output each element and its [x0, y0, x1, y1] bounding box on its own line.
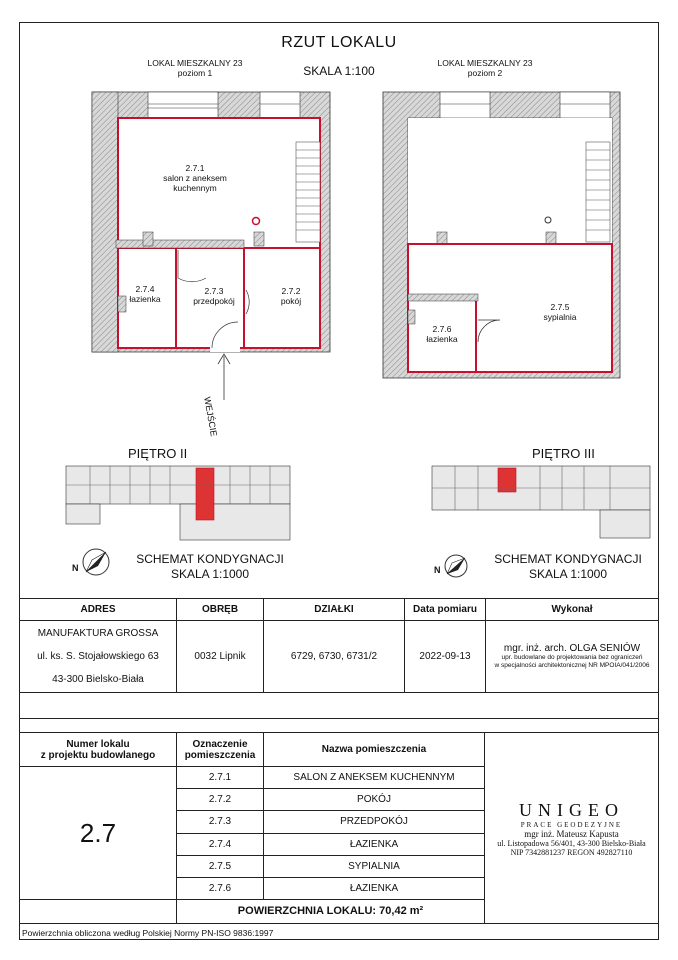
header-room-code-line2: pomieszczenia	[184, 749, 256, 761]
room-273-label	[184, 286, 244, 306]
scheme-left-title: SCHEMAT KONDYGNACJI	[136, 552, 284, 566]
scheme-right-title: SCHEMAT KONDYGNACJI	[494, 552, 642, 566]
room-name-2: POKÓJ	[264, 789, 485, 811]
level2-level: poziom 2	[467, 68, 503, 78]
room-name-3: PRZEDPOKÓJ	[264, 811, 485, 833]
header-adres: ADRES	[20, 599, 177, 621]
floor-ii-title: PIĘTRO II	[128, 446, 188, 461]
info-table-spacer	[20, 693, 659, 719]
wykonal-name: mgr. inż. arch. OLGA SENIÓW	[503, 643, 641, 654]
room-code-5: 2.7.5	[177, 855, 264, 877]
room-274-num: 2.7.4	[135, 284, 155, 294]
north-arrow-left-icon	[83, 549, 109, 575]
room-271-name-line2: kuchennym	[173, 183, 217, 193]
company-ids: NIP 7342881237 REGON 492827110	[510, 847, 633, 857]
room-273-num: 2.7.3	[204, 286, 224, 296]
north-label-left: N	[72, 563, 79, 573]
address-line-1: MANUFAKTURA GROSSA	[37, 628, 159, 639]
header-unit-number-line1: Numer lokalu	[66, 738, 130, 750]
room-272-num: 2.7.2	[281, 286, 301, 296]
room-276-label	[418, 324, 466, 344]
wykonal-note-2: w specjalności architektonicznej NR MPOIA/041/2006	[494, 662, 650, 669]
plan-level-1	[92, 92, 330, 400]
unit-number: 2.7	[20, 767, 177, 900]
wykonal-note-1: upr. budowlane do projektowania bez ograniczeń	[501, 654, 643, 661]
north-label-right: N	[434, 565, 441, 575]
header-room-code	[177, 733, 264, 767]
scheme-floor-iii	[432, 466, 650, 538]
room-271-num: 2.7.1	[185, 163, 205, 173]
room-code-4: 2.7.4	[177, 833, 264, 855]
page-scale: SKALA 1:100	[303, 64, 375, 78]
room-code-3: 2.7.3	[177, 811, 264, 833]
page-title: RZUT LOKALU	[281, 34, 397, 51]
room-276-name: łazienka	[426, 334, 458, 344]
header-data: Data pomiaru	[405, 599, 486, 621]
room-name-5: SYPIALNIA	[264, 855, 485, 877]
company-sub: PRACE GEODEZYJNE	[520, 820, 623, 829]
company-address: ul. Listopadowa 56/401, 43-300 Bielsko-Biała	[497, 838, 646, 848]
address-line-2: ul. ks. S. Stojałowskiego 63	[37, 651, 159, 662]
rooms-table	[19, 732, 659, 924]
wykonal-cell	[486, 621, 659, 693]
total-spacer	[20, 899, 177, 923]
header-wykonal: Wykonał	[486, 599, 659, 621]
header-obreb: OBRĘB	[177, 599, 264, 621]
header-room-name: Nazwa pomieszczenia	[264, 733, 485, 767]
room-271-name-line1: salon z aneksem	[163, 173, 227, 183]
address-cell	[20, 621, 177, 693]
scheme-left-caption	[120, 552, 300, 582]
footer-note: Powierzchnia obliczona według Polskiej Normy PN-ISO 9836:1997	[22, 928, 274, 938]
room-name-6: ŁAZIENKA	[264, 877, 485, 899]
header-unit-number	[20, 733, 177, 767]
company-name: UNIGEO	[519, 799, 624, 820]
date-cell: 2022-09-13	[405, 621, 486, 693]
room-275-name: sypialnia	[543, 312, 577, 322]
level1-level: poziom 1	[177, 68, 213, 78]
room-275-num: 2.7.5	[550, 302, 570, 312]
header-unit-number-line2: z projektu budowlanego	[40, 749, 156, 761]
scheme-right-caption	[478, 552, 658, 582]
address-line-3: 43-300 Bielsko-Biała	[52, 674, 144, 685]
scheme-floor-ii	[66, 466, 290, 540]
room-code-1: 2.7.1	[177, 767, 264, 789]
room-name-1: SALON Z ANEKSEM KUCHENNYM	[264, 767, 485, 789]
company-person: mgr inż. Mateusz Kapusta	[524, 828, 619, 839]
company-stamp	[485, 733, 659, 924]
room-name-4: ŁAZIENKA	[264, 833, 485, 855]
room-276-num: 2.7.6	[432, 324, 452, 334]
room-274-label	[122, 284, 168, 304]
north-arrow-right-icon	[445, 555, 467, 577]
dzialki-cell: 6729, 6730, 6731/2	[264, 621, 405, 693]
header-room-code-line1: Oznaczenie	[192, 738, 248, 750]
level2-name: LOKAL MIESZKALNY 23	[437, 58, 533, 68]
room-code-2: 2.7.2	[177, 789, 264, 811]
entrance-label: WEJŚCIE	[202, 396, 219, 438]
info-table	[19, 598, 659, 719]
level1-name: LOKAL MIESZKALNY 23	[147, 58, 243, 68]
room-274-name: łazienka	[129, 294, 161, 304]
room-271-label	[150, 163, 240, 193]
total-area: POWIERZCHNIA LOKALU: 70,42 m²	[177, 899, 485, 923]
obreb-cell: 0032 Lipnik	[177, 621, 264, 693]
room-273-name: przedpokój	[193, 296, 235, 306]
floor-iii-title: PIĘTRO III	[532, 446, 595, 461]
room-272-name: pokój	[280, 296, 302, 306]
scheme-left-scale: SKALA 1:1000	[170, 567, 250, 581]
room-272-label	[266, 286, 316, 306]
room-code-6: 2.7.6	[177, 877, 264, 899]
room-275-label	[530, 302, 590, 322]
header-dzialki: DZIAŁKI	[264, 599, 405, 621]
scheme-right-scale: SKALA 1:1000	[528, 567, 608, 581]
